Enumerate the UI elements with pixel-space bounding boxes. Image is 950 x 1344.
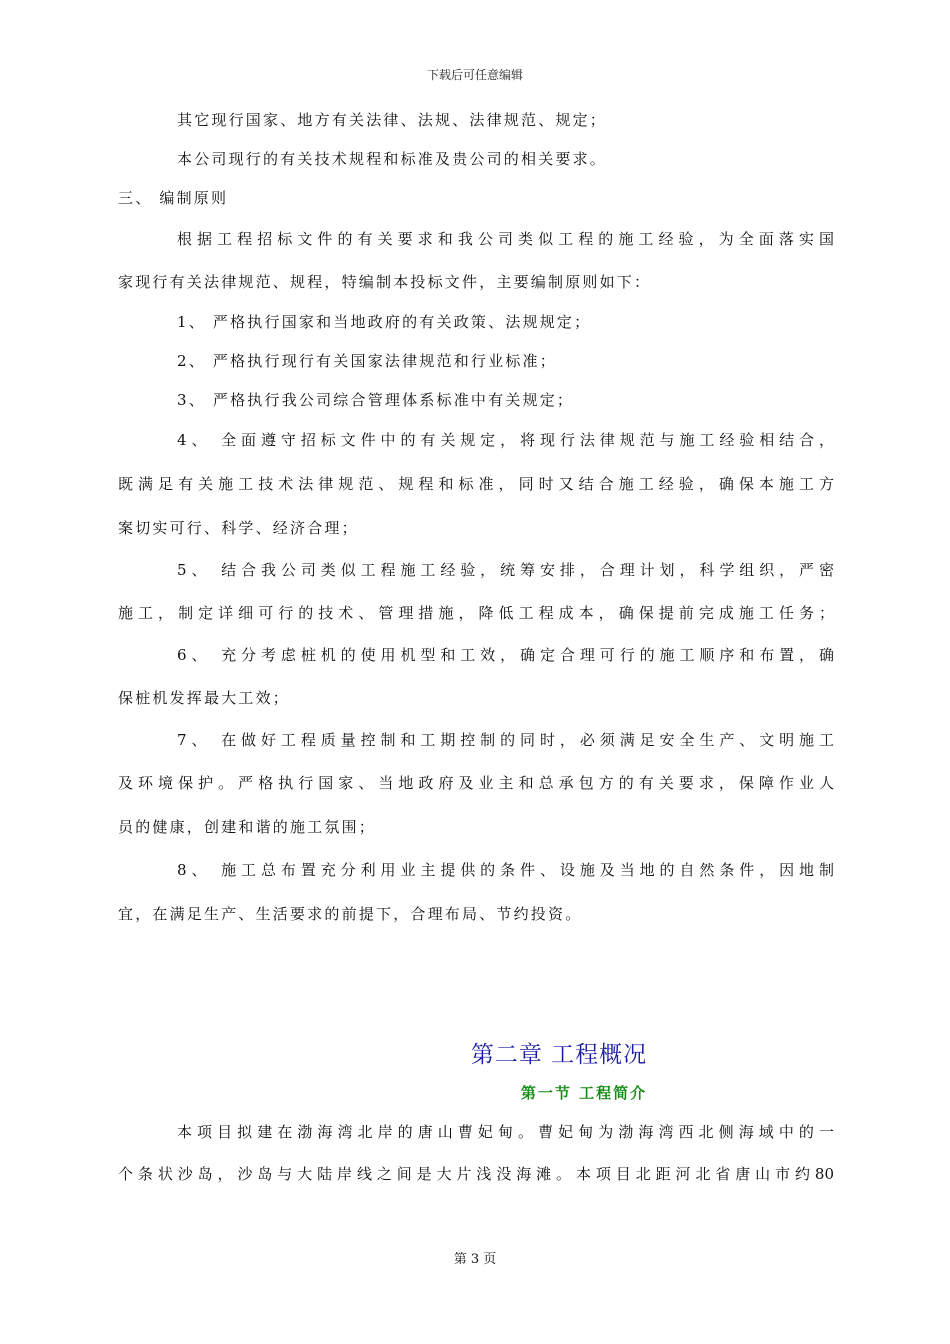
- text-line: 家现行有关法律规范、规程，特编制本投标文件，主要编制原则如下：: [118, 273, 652, 291]
- list-item: 7、 在做好工程质量控制和工期控制的同时，必须满足安全生产、文明施工: [177, 731, 834, 749]
- list-item: 1、 严格执行国家和当地政府的有关政策、法规规定；: [177, 313, 592, 331]
- list-item: 6、 充分考虑桩机的使用机型和工效，确定合理可行的施工顺序和布置，确: [177, 646, 834, 664]
- text-line: 保桩机发挥最大工效；: [118, 689, 291, 707]
- list-item: 4、 全面遵守招标文件中的有关规定，将现行法律规范与施工经验相结合，: [177, 431, 834, 449]
- text-line: 本项目拟建在渤海湾北岸的唐山曹妃甸。曹妃甸为渤海湾西北侧海域中的一: [177, 1123, 834, 1141]
- text-line: 及环境保护。严格执行国家、当地政府及业主和总承包方的有关要求，保障作业人: [118, 774, 834, 792]
- text-line: 既满足有关施工技术法律规范、规程和标准，同时又结合施工经验，确保本施工方: [118, 475, 834, 493]
- list-item: 8、 施工总布置充分利用业主提供的条件、设施及当地的自然条件，因地制: [177, 861, 834, 879]
- text-line: 根据工程招标文件的有关要求和我公司类似工程的施工经验，为全面落实国: [177, 230, 834, 248]
- section-title: 第一节 工程简介: [520, 1084, 648, 1102]
- text-line: 宜，在满足生产、生活要求的前提下，合理布局、节约投资。: [118, 905, 583, 923]
- list-item: 3、 严格执行我公司综合管理体系标准中有关规定；: [177, 391, 575, 409]
- section-heading: 三、 编制原则: [118, 189, 229, 207]
- text-line: 个条状沙岛，沙岛与大陆岸线之间是大片浅没海滩。本项目北距河北省唐山市约80: [118, 1165, 834, 1183]
- text-line: 员的健康，创建和谐的施工氛围；: [118, 818, 377, 836]
- page-header: 下载后可任意编辑: [426, 68, 523, 82]
- page-number: 第 3 页: [453, 1252, 497, 1267]
- chapter-title: 第二章 工程概况: [470, 1042, 648, 1068]
- text-line: 其它现行国家、地方有关法律、法规、法律规范、规定；: [177, 111, 608, 129]
- list-item: 2、 严格执行现行有关国家法律规范和行业标准；: [177, 352, 557, 370]
- text-line: 施工，制定详细可行的技术、管理措施，降低工程成本，确保提前完成施工任务；: [118, 604, 834, 622]
- text-line: 本公司现行的有关技术规程和标准及贵公司的相关要求。: [177, 150, 608, 168]
- text-line: 案切实可行、科学、经济合理；: [118, 519, 359, 537]
- list-item: 5、 结合我公司类似工程施工经验，统筹安排，合理计划，科学组织，严密: [177, 561, 834, 579]
